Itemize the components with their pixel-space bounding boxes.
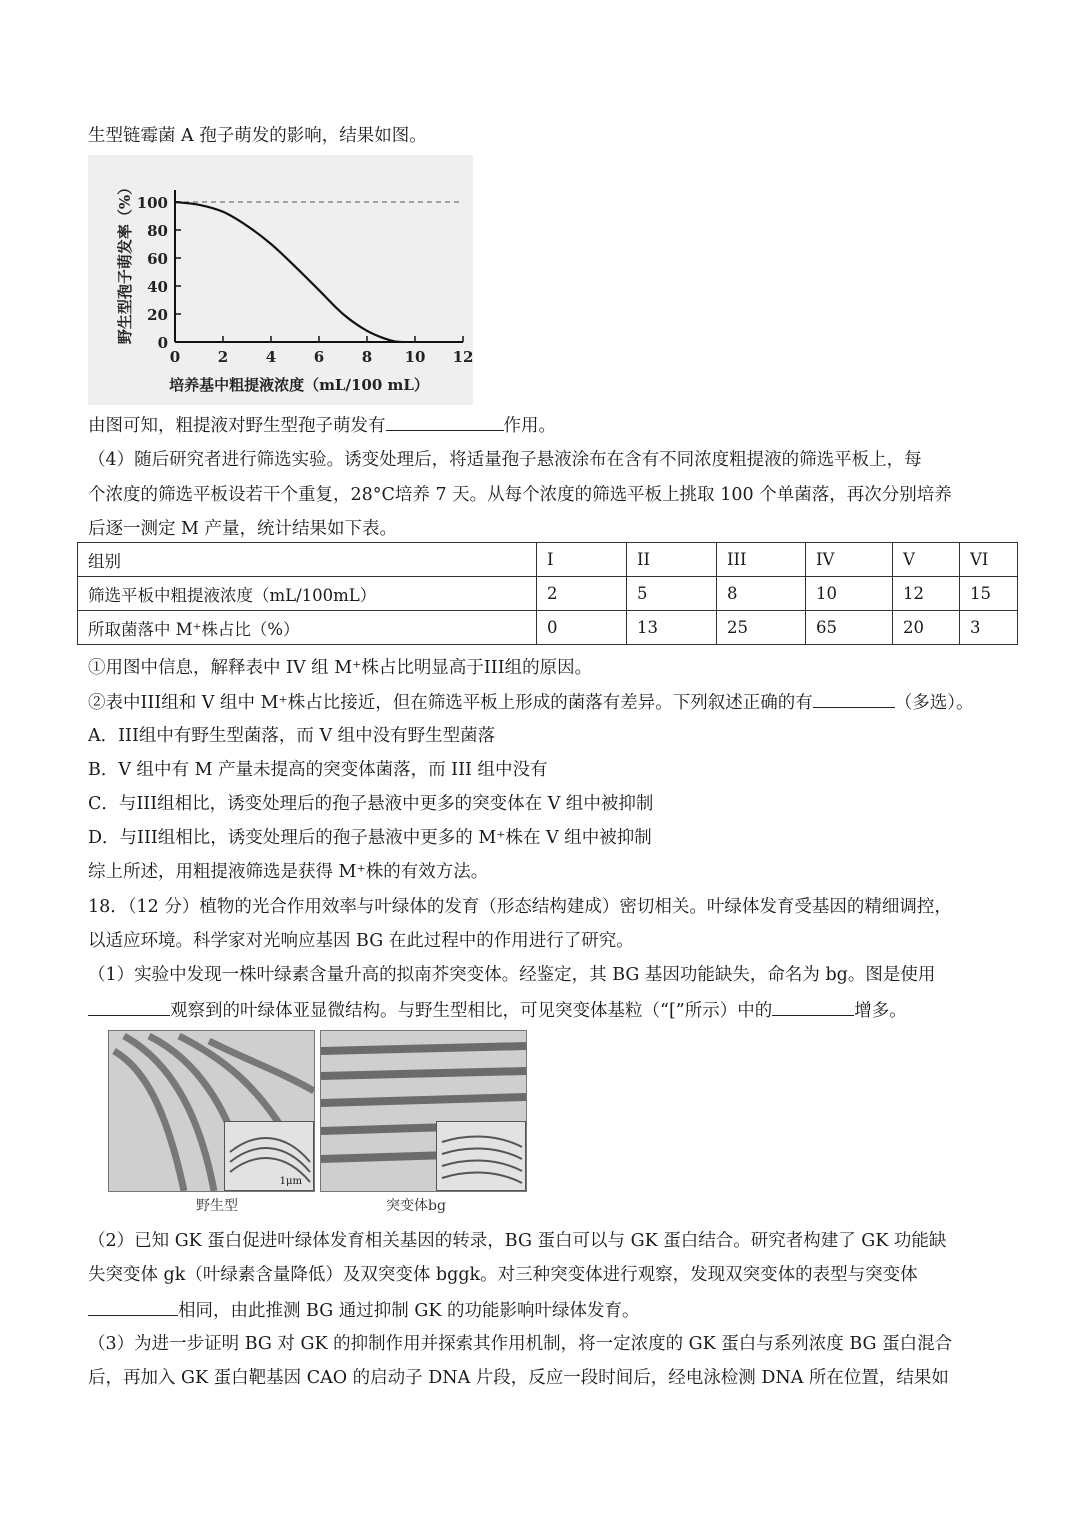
text-line: 失突变体 gk（叶绿素含量降低）及双突变体 bggk。对三种突变体进行观察，发现双突变体的表型与突变体 — [88, 1265, 918, 1285]
table-cell: 10 — [806, 577, 893, 611]
table-cell: I — [537, 543, 627, 577]
text-line: 综上所述，用粗提液筛选是获得 M⁺株的有效方法。 — [88, 862, 489, 882]
table-row — [78, 543, 1018, 577]
y-tick-label: 40 — [147, 278, 168, 296]
mutant-inset — [436, 1121, 526, 1191]
table-cell: IV — [806, 543, 893, 577]
table-cell: 65 — [806, 611, 893, 645]
answer-blank[interactable] — [772, 999, 854, 1016]
table-row — [78, 611, 1018, 645]
text-line: 个浓度的筛选平板设若干个重复，28°C培养 7 天。从每个浓度的筛选平板上挑取 100 个单菌落，再次分别培养 — [88, 485, 952, 505]
text-line: ①用图中信息，解释表中 IV 组 M⁺株占比明显高于III组的原因。 — [88, 658, 593, 678]
text-line: 以适应环境。科学家对光响应基因 BG 在此过程中的作用进行了研究。 — [88, 931, 634, 951]
table-cell: 5 — [627, 577, 717, 611]
text-line: 后，再加入 GK 蛋白靶基因 CAO 的启动子 DNA 片段，反应一段时间后，经电泳检测 DNA 所在位置，结果如 — [88, 1368, 949, 1388]
text-line — [88, 691, 973, 714]
text-line — [88, 1299, 639, 1322]
mutant-micrograph — [320, 1030, 527, 1192]
y-axis-label: 野生型孢子萌发率（%） — [116, 179, 134, 345]
option-d: D．与III组相比，诱变处理后的孢子悬液中更多的 M⁺株在 V 组中被抑制 — [88, 828, 652, 848]
table-cell: 13 — [627, 611, 717, 645]
table-row — [78, 577, 1018, 611]
table-cell: II — [627, 543, 717, 577]
table-cell: 所取菌落中 M⁺株占比（%） — [78, 611, 537, 645]
wildtype-label: 野生型 — [196, 1198, 238, 1214]
table-cell: 15 — [960, 577, 1018, 611]
option-c: C．与III组相比，诱变处理后的孢子悬液中更多的突变体在 V 组中被抑制 — [88, 794, 654, 814]
mutant-label: 突变体bg — [386, 1198, 446, 1214]
table-cell: 组别 — [78, 543, 537, 577]
text-fragment: 由图可知，粗提液对野生型孢子萌发有 — [88, 416, 386, 436]
table-cell: V — [893, 543, 960, 577]
text-line — [88, 999, 907, 1022]
table-cell: 筛选平板中粗提液浓度（mL/100mL） — [78, 577, 537, 611]
option-b: B．V 组中有 M 产量未提高的突变体菌落，而 III 组中没有 — [88, 760, 548, 780]
y-tick-label: 20 — [147, 306, 168, 324]
text-fragment: 相同，由此推测 BG 通过抑制 GK 的功能影响叶绿体发育。 — [178, 1301, 640, 1321]
x-tick-label: 2 — [217, 348, 229, 366]
x-tick-label: 10 — [404, 348, 426, 366]
x-axis-label: 培养基中粗提液浓度（mL/100 mL） — [169, 376, 429, 394]
chloroplast-micrographs — [108, 1030, 528, 1215]
table-cell: 12 — [893, 577, 960, 611]
text-fragment: （多选）。 — [894, 693, 974, 713]
x-tick-label: 0 — [169, 348, 181, 366]
answer-blank[interactable] — [813, 691, 895, 708]
results-table — [77, 542, 1018, 645]
x-tick-label: 4 — [265, 348, 277, 366]
y-tick-label: 60 — [147, 250, 168, 268]
x-tick-label: 6 — [313, 348, 325, 366]
germination-curve — [175, 202, 403, 342]
table-cell: 8 — [717, 577, 806, 611]
table-cell: 0 — [537, 611, 627, 645]
text-line: （3）为进一步证明 BG 对 GK 的抑制作用并探索其作用机制，将一定浓度的 GK 蛋白与系列浓度 BG 蛋白混合 — [88, 1334, 953, 1354]
x-tick-label: 12 — [452, 348, 473, 366]
answer-blank[interactable] — [88, 1299, 178, 1316]
wildtype-micrograph — [108, 1030, 315, 1192]
option-a: A．III组中有野生型菌落，而 V 组中没有野生型菌落 — [88, 726, 496, 746]
text-line: 生型链霉菌 A 孢子萌发的影响，结果如图。 — [88, 126, 427, 146]
text-fragment: 作用。 — [503, 416, 556, 436]
x-tick-label: 8 — [361, 348, 373, 366]
text-fragment: 观察到的叶绿体亚显微结构。与野生型相比，可见突变体基粒（“[”所示）中的 — [170, 1001, 773, 1021]
table-cell: 25 — [717, 611, 806, 645]
text-line: 18．（12 分）植物的光合作用效率与叶绿体的发育（形态结构建成）密切相关。叶绿体发育受基因的精细调控， — [88, 897, 952, 917]
text-line: （2）已知 GK 蛋白促进叶绿体发育相关基因的转录，BG 蛋白可以与 GK 蛋白结合。研究者构建了 GK 功能缺 — [88, 1231, 947, 1251]
table-cell: 2 — [537, 577, 627, 611]
text-line: （4）随后研究者进行筛选实验。诱变处理后，将适量孢子悬液涂布在含有不同浓度粗提液的筛选平板上，每 — [88, 450, 922, 470]
y-tick-label: 80 — [147, 222, 168, 240]
scale-bar: 1μm — [279, 1176, 302, 1187]
answer-blank[interactable] — [88, 999, 170, 1016]
answer-blank[interactable] — [386, 414, 504, 431]
text-line: 后逐一测定 M 产量，统计结果如下表。 — [88, 519, 398, 539]
table-cell: 20 — [893, 611, 960, 645]
text-fragment: ②表中III组和 V 组中 M⁺株占比接近，但在筛选平板上形成的菌落有差异。下列叙述正确的有 — [88, 693, 813, 713]
chart-svg — [88, 155, 473, 405]
text-fragment: 增多。 — [854, 1001, 907, 1021]
table-cell: 3 — [960, 611, 1018, 645]
table-cell: VI — [960, 543, 1018, 577]
y-tick-label: 0 — [157, 334, 168, 352]
text-line — [88, 414, 556, 437]
germination-chart — [88, 155, 473, 405]
y-tick-label: 100 — [136, 194, 168, 212]
table-cell: III — [717, 543, 806, 577]
text-line: （1）实验中发现一株叶绿素含量升高的拟南芥突变体。经鉴定，其 BG 基因功能缺失，命名为 bg。图是使用 — [88, 965, 936, 985]
